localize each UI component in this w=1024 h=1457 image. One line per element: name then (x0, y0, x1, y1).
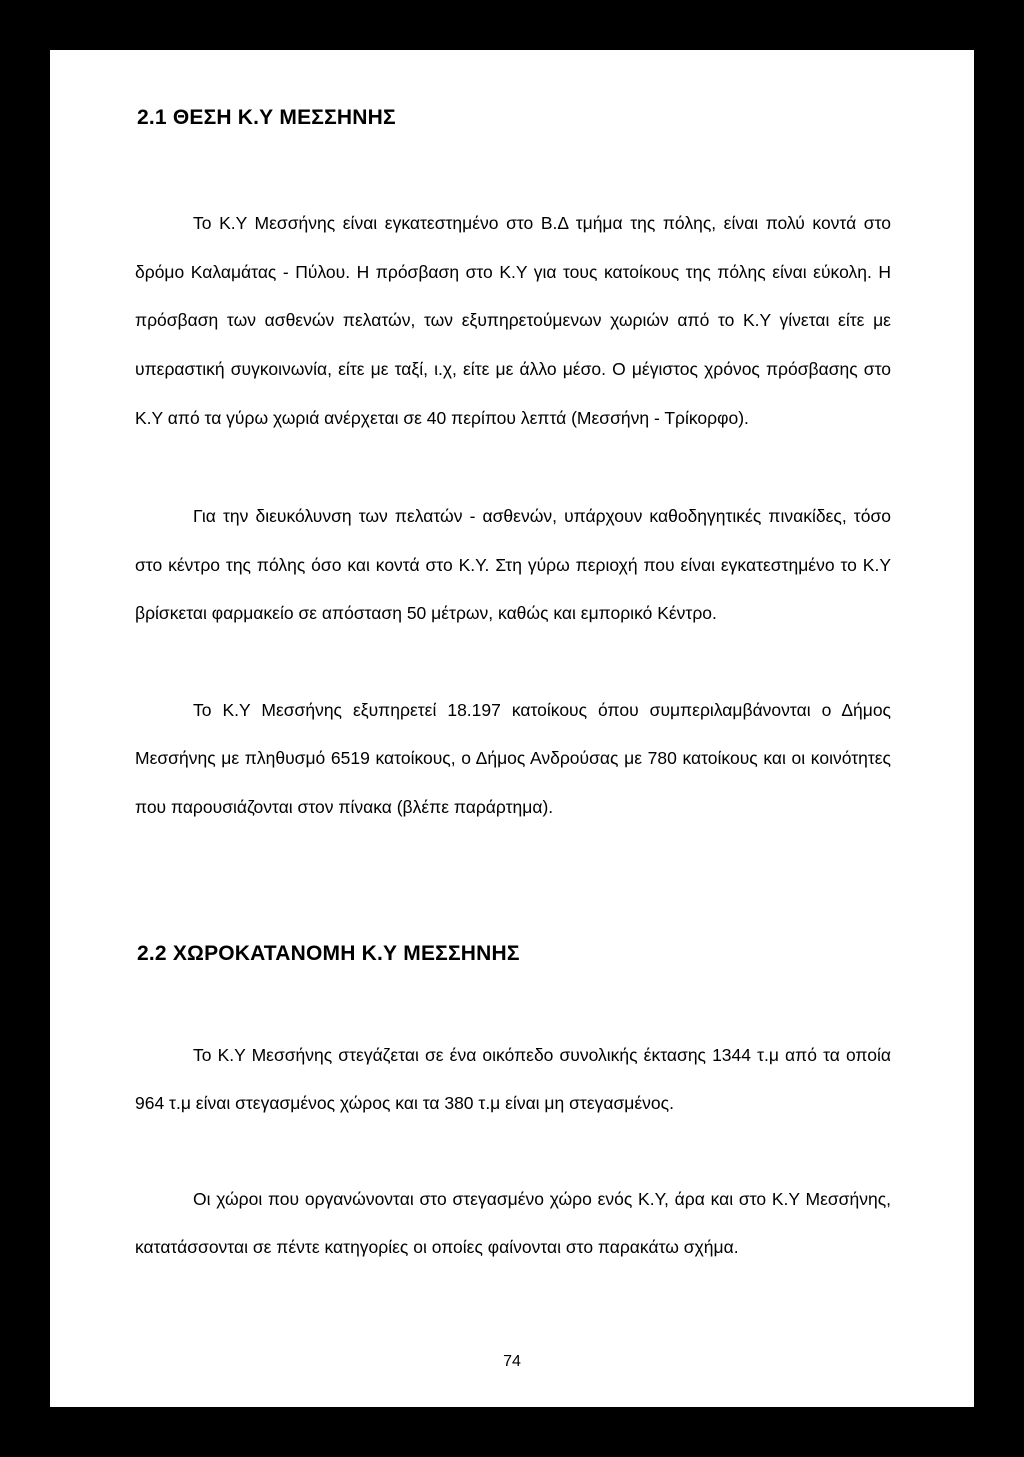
document-page (50, 50, 974, 1407)
section-heading-space-allocation: 2.2 ΧΩΡΟΚΑΤΑΝΟΜΗ Κ.Υ ΜΕΣΣΗΝΗΣ (137, 942, 520, 965)
paragraph-space-categories: Οι χώροι που οργανώνονται στο στεγασμένο χώρο ενός Κ.Υ, άρα και στο Κ.Υ Μεσσήνης, κατατάσσονται σε πέντε κατηγορίες οι οποίες φαίνονται στο παρακάτω σχήμα. (135, 1189, 891, 1258)
page-number: 74 (503, 1353, 521, 1370)
paragraph-population-served: Το Κ.Υ Μεσσήνης εξυπηρετεί 18.197 κατοίκους όπου συμπεριλαμβάνονται ο Δήμος Μεσσήνης με πληθυσμό 6519 κατοίκους, ο Δήμος Ανδρούσας με 780 κατοίκους και οι κοινότητες που παρουσιάζονται στον πίνακα (βλέπε παράρτημα). (135, 700, 891, 817)
paragraph-plot-area: Το Κ.Υ Μεσσήνης στεγάζεται σε ένα οικόπεδο συνολικής έκτασης 1344 τ.μ από τα οποία 964 τ.μ είναι στεγασμένος χώρος και τα 380 τ.μ είναι μη στεγασμένος. (135, 1045, 891, 1114)
paragraph-location-access: Το Κ.Υ Μεσσήνης είναι εγκατεστημένο στο Β.Δ τμήμα της πόλης, είναι πολύ κοντά στο δρόμο Καλαμάτας - Πύλου. Η πρόσβαση στο Κ.Υ για τους κατοίκους της πόλης είναι εύκολη. Η πρόσβαση των ασθενών πελατών, των εξυπηρετούμενων χωριών από το Κ.Υ γίνεται είτε με υπεραστική συγκοινωνία, είτε με ταξί, ι.χ, είτε με άλλο μέσο. Ο μέγιστος χρόνος πρόσβασης στο Κ.Υ από τα γύρω χωριά ανέρχεται σε 40 περίπου λεπτά (Μεσσήνη - Τρίκορφο). (135, 213, 891, 428)
section-heading-position: 2.1 ΘΕΣΗ Κ.Υ ΜΕΣΣΗΝΗΣ (137, 106, 396, 129)
paragraph-signage-pharmacy: Για την διευκόλυνση των πελατών - ασθενών, υπάρχουν καθοδηγητικές πινακίδες, τόσο στο κέντρο της πόλης όσο και κοντά στο Κ.Υ. Στη γύρω περιοχή που είναι εγκατεστημένο το Κ.Υ βρίσκεται φαρμακείο σε απόσταση 50 μέτρων, καθώς και εμπορικό Κέντρο. (135, 506, 891, 624)
